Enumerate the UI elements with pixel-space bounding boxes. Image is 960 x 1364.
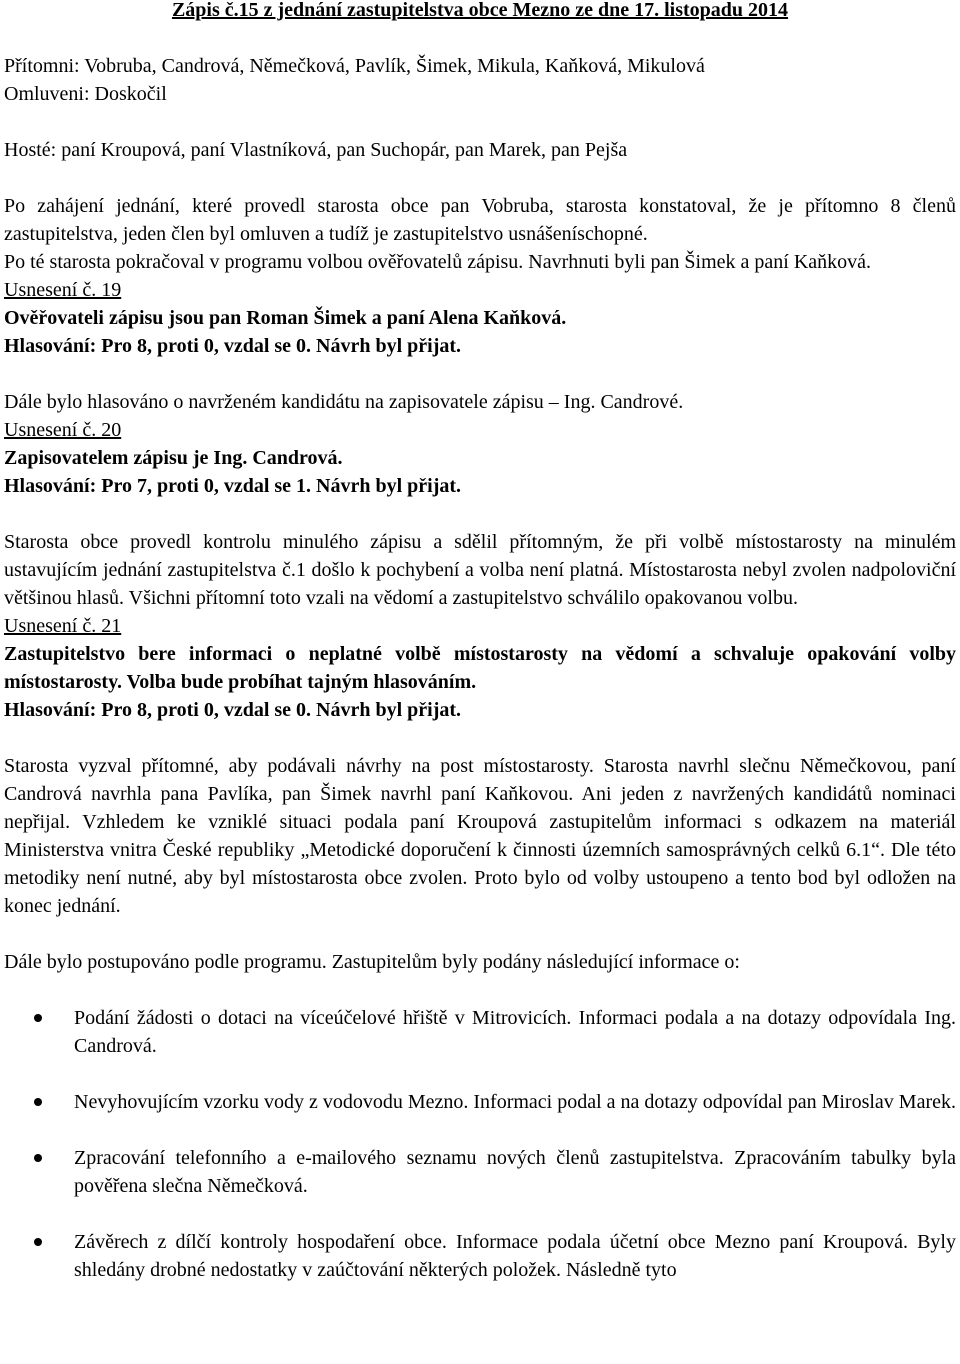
spacer [4,724,956,752]
document-page [4,0,956,1284]
list-item-text: Závěrech z dílčí kontroly hospodaření obce. Informace podala účetní obce Mezno paní Kroupová. Byly shledány drobné nedostatky v zaúčtování některých položek. Následně tyto [74,1231,956,1281]
resolution-20-vote: Hlasování: Pro 7, proti 0, vzdal se 1. Návrh byl přijat. [4,475,462,497]
list-item [4,1088,956,1116]
list-item-text: Nevyhovujícím vzorku vody z vodovodu Mezno. Informaci podal a na dotazy odpovídal pan Miroslav Marek. [74,1091,957,1113]
resolution-20-text: Zapisovatelem zápisu je Ing. Candrová. [4,447,343,469]
resolution-21-vote: Hlasování: Pro 8, proti 0, vzdal se 0. Návrh byl přijat. [4,699,462,721]
spacer [4,1200,956,1228]
list-item-text: Podání žádosti o dotaci na víceúčelové hřiště v Mitrovicích. Informaci podala a na dotazy odpovídala Ing. Candrová. [74,1007,956,1057]
resolution-21-text: Zastupitelstvo bere informaci o neplatné volbě místostarosty na vědomí a schvaluje opakování volby místostarosty. Volba bude probíhat tajným hlasováním. [4,643,956,693]
list-item-text: Zpracování telefonního a e-mailového seznamu nových členů zastupitelstva. Zpracováním tabulky byla pověřena slečna Němečková. [74,1147,956,1197]
spacer [4,920,956,948]
deputy-mayor-paragraph: Starosta vyzval přítomné, aby podávali návrhy na post místostarosty. Starosta navrhl slečnu Němečkovou, paní Candrová navrhla pana Pavlíka, pan Šimek navrhl paní Kaňkovou. Ani jeden z navržených kandidátů nominaci nepřijal. Vzhledem ke vzniklé situaci podala paní Kroupová zastupitelům informaci s odkazem na materiál Ministerstva vnitra České republiky „Metodické doporučení k činnosti územních samosprávných celků 6.1“. Dle této metodiky není nutné, aby byl místostarosta obce zvolen. Proto bylo od volby ustoupeno a tento bod byl odložen na konec jednání. [4,755,956,917]
page-title: Zápis č.15 z jednání zastupitelstva obce Mezno ze dne 17. listopadu 2014 [171,0,789,21]
opening-paragraph: Po zahájení jednání, které provedl starosta obce pan Vobruba, starosta konstatoval, že je přítomno 8 členů zastupitelstva, jeden člen byl omluven a tudíž je zastupitelstvo usnášeníschopné. [4,195,956,245]
attendance-present: Přítomni: Vobruba, Candrová, Němečková, Pavlík, Šimek, Mikula, Kaňková, Mikulová [4,55,705,77]
information-list [4,1004,956,1284]
spacer [4,360,956,388]
verifiers-proposal: Po té starosta pokračoval v programu volbou ověřovatelů zápisu. Navrhnuti byli pan Šimek a paní Kaňková. [4,251,872,273]
spacer [4,1116,956,1144]
spacer [4,108,956,136]
spacer [4,1060,956,1088]
resolution-20-heading: Usnesení č. 20 [4,419,122,441]
spacer [4,976,956,1004]
recorder-proposal: Dále bylo hlasováno o navrženém kandidátu na zapisovatele zápisu – Ing. Candrové. [4,391,684,413]
list-item [4,1144,956,1200]
list-item [4,1004,956,1060]
spacer [4,164,956,192]
spacer [4,500,956,528]
list-item [4,1228,956,1284]
spacer [4,24,956,52]
program-intro: Dále bylo postupováno podle programu. Zastupitelům byly podány následující informace o: [4,951,740,973]
resolution-19-vote: Hlasování: Pro 8, proti 0, vzdal se 0. Návrh byl přijat. [4,335,462,357]
attendance-guests: Hosté: paní Kroupová, paní Vlastníková, pan Suchopár, pan Marek, pan Pejša [4,139,628,161]
attendance-excused: Omluveni: Doskočil [4,83,167,105]
resolution-19-heading: Usnesení č. 19 [4,279,122,301]
minutes-check-paragraph: Starosta obce provedl kontrolu minulého zápisu a sdělil přítomným, že při volbě místostarosty na minulém ustavujícím jednání zastupitelstva č.1 došlo k pochybení a volba není platná. Místostarosta nebyl zvolen nadpoloviční většinou hlasů. Všichni přítomní toto vzali na vědomí a zastupitelstvo schválilo opakovanou volbu. [4,531,956,609]
resolution-21-heading: Usnesení č. 21 [4,615,122,637]
resolution-19-text: Ověřovateli zápisu jsou pan Roman Šimek a paní Alena Kaňková. [4,307,567,329]
